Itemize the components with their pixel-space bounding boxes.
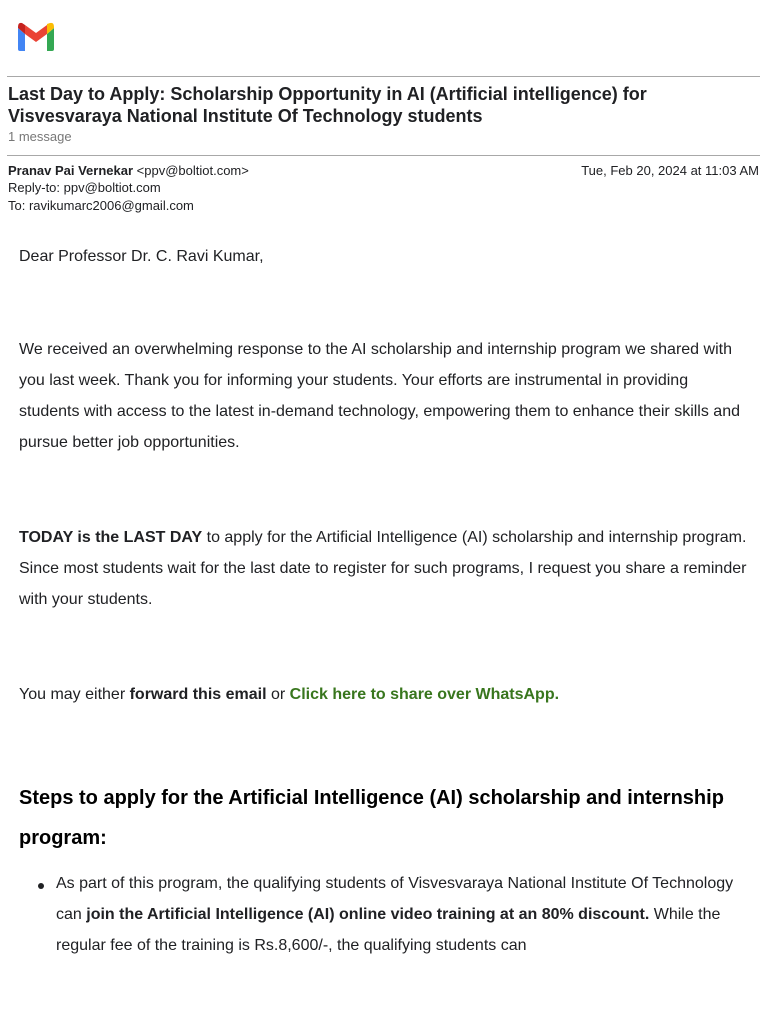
last-day-emphasis: TODAY is the LAST DAY [19, 529, 203, 546]
header-divider [7, 76, 760, 77]
subject-divider [7, 155, 760, 156]
bullet-text-part-2: While the regular fee of the training is Rs.8,600/-, the qualifying students can [56, 906, 721, 954]
sender-name: Pranav Pai Vernekar [8, 163, 134, 178]
sender-line [8, 162, 249, 179]
email-subject: Last Day to Apply: Scholarship Opportunity in AI (Artificial intelligence) for Visvesvaraya National Institute Of Technology students [8, 84, 647, 126]
bullet-icon [38, 883, 44, 889]
share-paragraph [19, 679, 749, 710]
discount-emphasis: join the Artificial Intelligence (AI) online video training at an 80% discount. [86, 906, 650, 923]
bullet-text-part-1: As part of this program, the qualifying students of Visvesvaraya National Institute Of Technology can [56, 875, 734, 923]
whatsapp-share-link[interactable]: Click here to share over WhatsApp. [289, 686, 560, 703]
body-paragraph-2-text: to apply for the Artificial Intelligence (AI) scholarship and internship program. Since most students wait for the last date to register for such programs, I request you share a reminder with your students. [19, 529, 747, 608]
share-prefix: You may either [19, 686, 130, 703]
message-count: 1 message [8, 129, 72, 144]
body-paragraph-2 [19, 522, 749, 615]
share-conjunction: or [266, 686, 290, 703]
to-line: To: ravikumarc2006@gmail.com [8, 198, 194, 213]
gmail-logo-graphic [16, 22, 56, 52]
reply-to-line: Reply-to: ppv@boltiot.com [8, 180, 161, 195]
email-date: Tue, Feb 20, 2024 at 11:03 AM [581, 163, 759, 178]
greeting: Dear Professor Dr. C. Ravi Kumar, [19, 248, 264, 265]
sender-email: <ppv@boltiot.com> [136, 163, 249, 178]
steps-heading: Steps to apply for the Artificial Intelligence (AI) scholarship and internship program: [19, 787, 724, 849]
list-item [56, 868, 746, 961]
forward-email-emphasis: forward this email [129, 686, 267, 703]
gmail-logo-icon [16, 22, 56, 52]
body-paragraph-1: We received an overwhelming response to the AI scholarship and internship program we shared with you last week. Thank you for informing your students. Your efforts are instrumental in providing students with access to the latest in-demand technology, empowering them to enhance their skills and pursue better job opportunities. [19, 341, 740, 451]
